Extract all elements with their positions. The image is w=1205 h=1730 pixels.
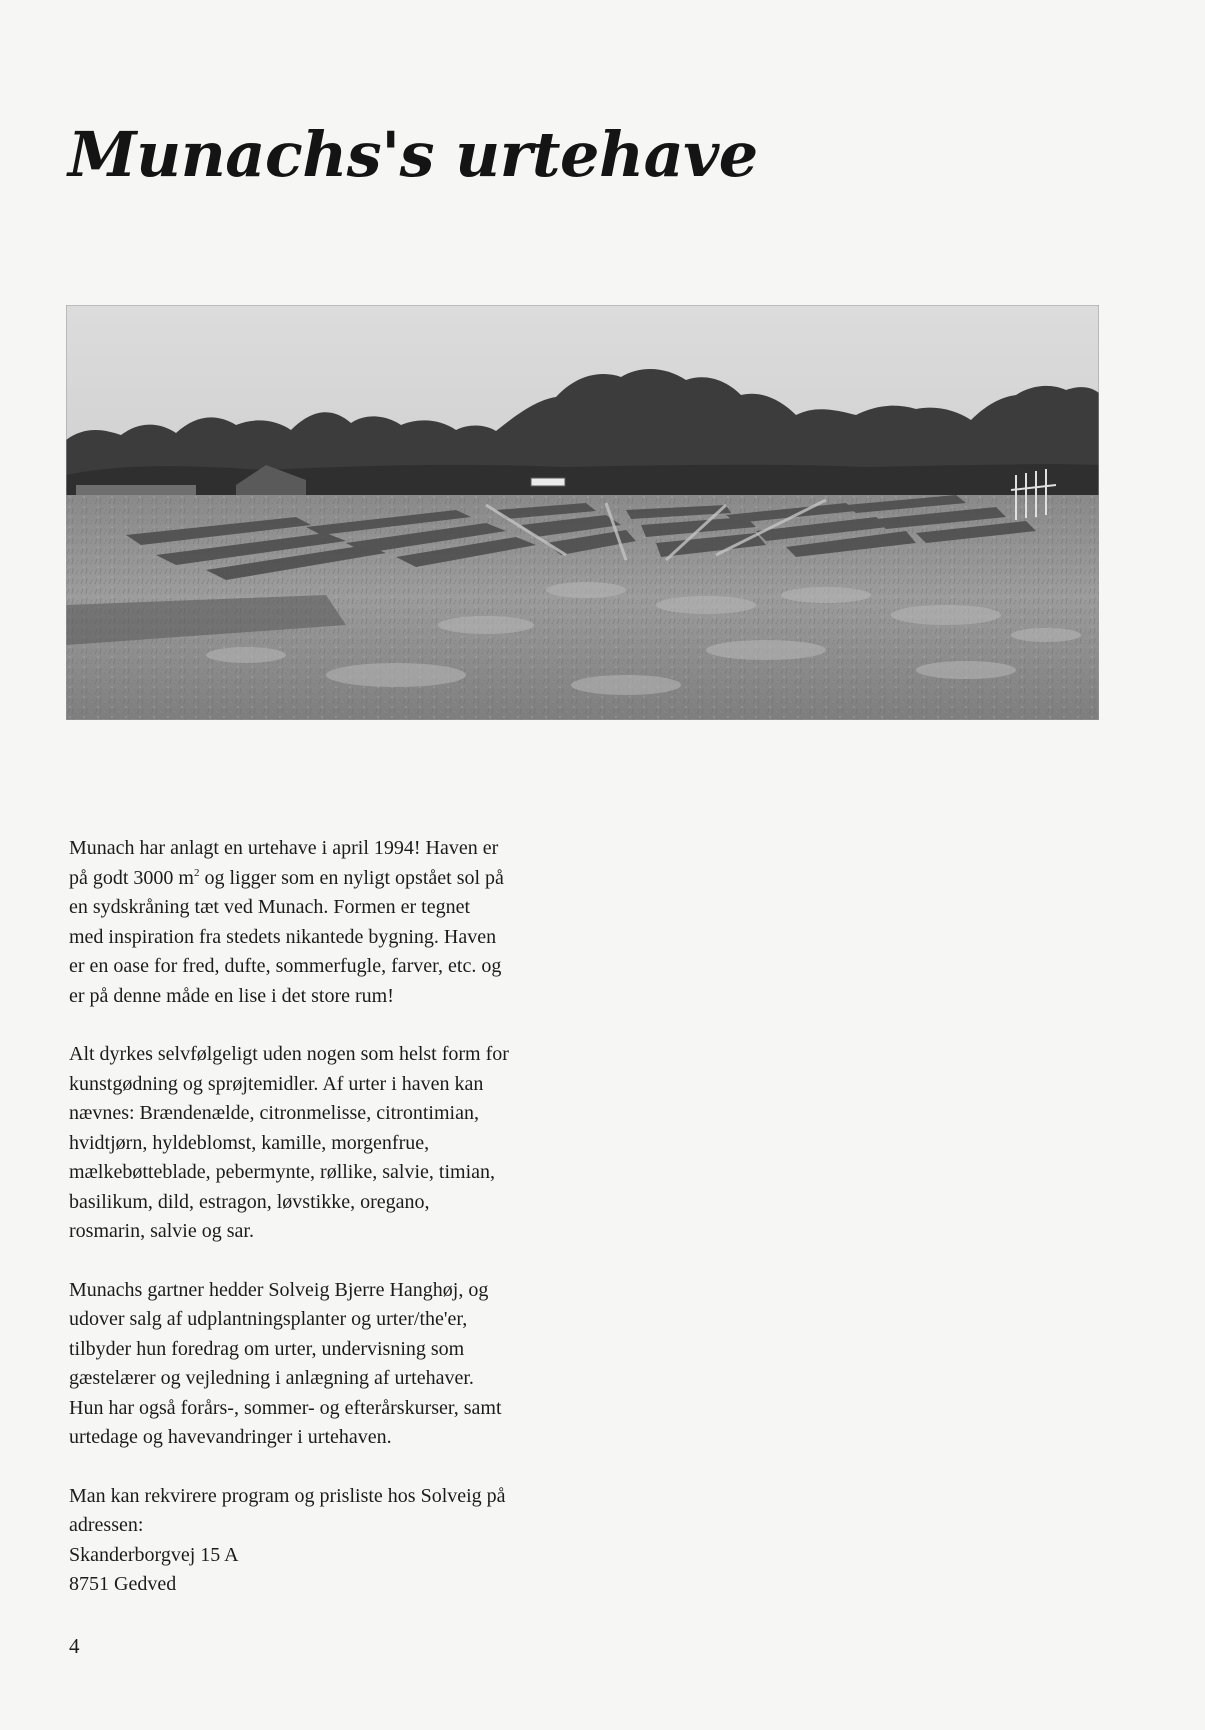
text-line: Hun har også forårs-, sommer- og efterårskurser, samt bbox=[69, 1396, 502, 1419]
text-line: er på denne måde en lise i det store rum! bbox=[69, 984, 394, 1007]
text-line: gæstelærer og vejledning i anlægning af urtehaver. bbox=[69, 1367, 474, 1389]
text-line: nævnes: Brændenælde, citronmelisse, citrontimian, bbox=[69, 1102, 479, 1124]
text-line: Munachs gartner hedder Solveig Bjerre Hanghøj, og bbox=[69, 1278, 489, 1301]
page-title: Munachs's urtehave bbox=[68, 118, 758, 191]
superscript-2: 2 bbox=[194, 866, 200, 879]
text-line: er en oase for fred, dufte, sommerfugle, farver, etc. og bbox=[69, 955, 502, 977]
text-line: basilikum, dild, estragon, løvstikke, oregano, bbox=[69, 1190, 430, 1213]
text-line: mælkebøtteblade, pebermynte, røllike, salvie, timian, bbox=[69, 1161, 495, 1183]
text-line bbox=[69, 864, 589, 894]
text-line: adressen: bbox=[69, 1514, 144, 1536]
address-city: 8751 Gedved bbox=[69, 1573, 177, 1595]
text-line: kunstgødning og sprøjtemidler. Af urter i haven kan bbox=[69, 1072, 484, 1095]
text-line: urtedage og havevandringer i urtehaven. bbox=[69, 1426, 392, 1448]
text-line: Alt dyrkes selvfølgeligt uden nogen som helst form for bbox=[69, 1043, 509, 1065]
text-line: med inspiration fra stedets nikantede bygning. Haven bbox=[69, 925, 497, 948]
address-street: Skanderborgvej 15 A bbox=[69, 1543, 239, 1566]
text-line: hvidtjørn, hyldeblomst, kamille, morgenfrue, bbox=[69, 1131, 430, 1154]
text-line: Man kan rekvirere program og prisliste hos Solveig på bbox=[69, 1484, 506, 1507]
page-number: 4 bbox=[69, 1634, 80, 1658]
article-body bbox=[69, 834, 589, 1629]
paragraph-3 bbox=[69, 1276, 589, 1453]
text-fragment: på godt 3000 m bbox=[69, 866, 194, 889]
text-fragment: og ligger som en nyligt opstået sol på bbox=[199, 866, 504, 889]
text-line: udover salg af udplantningsplanter og urter/the'er, bbox=[69, 1308, 468, 1330]
paragraph-4 bbox=[69, 1482, 589, 1600]
garden-photo bbox=[66, 305, 1099, 720]
text-line: rosmarin, salvie og sar. bbox=[69, 1220, 254, 1242]
text-line: tilbyder hun foredrag om urter, undervisning som bbox=[69, 1337, 465, 1360]
text-line: Munach har anlagt en urtehave i april 1994! Haven er bbox=[69, 837, 499, 859]
paragraph-1 bbox=[69, 834, 589, 1011]
text-line: en sydskråning tæt ved Munach. Formen er tegnet bbox=[69, 896, 471, 918]
paragraph-2 bbox=[69, 1040, 589, 1247]
